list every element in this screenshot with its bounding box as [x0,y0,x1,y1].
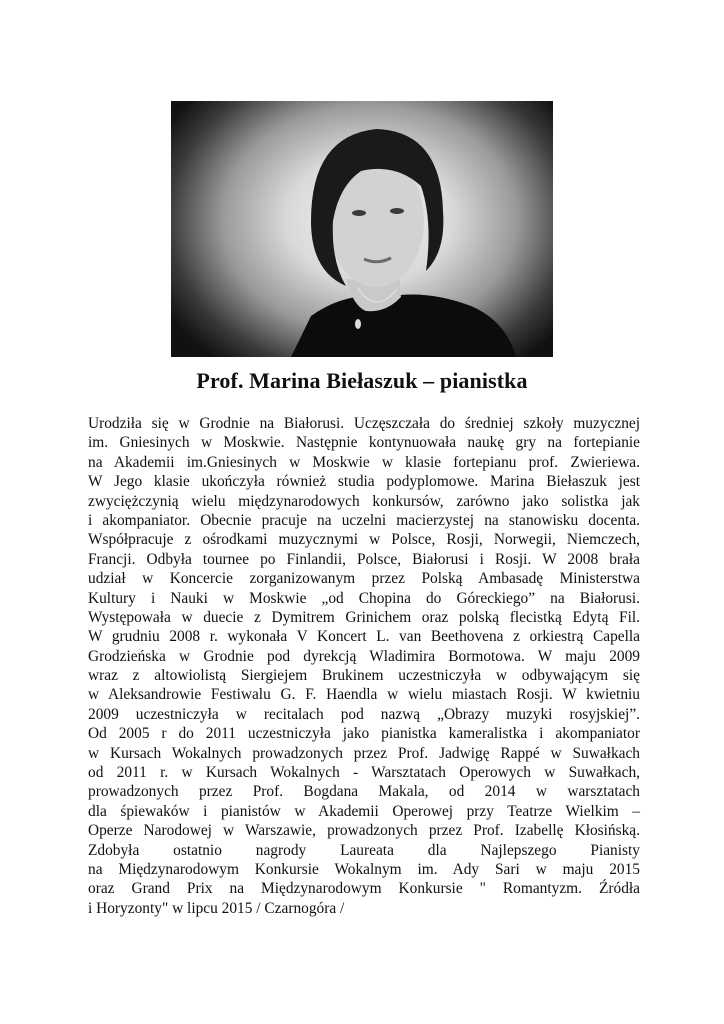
bio-line: od 2011 r. w Kursach Wokalnych - Warsztatach Operowych w Suwałkach, [88,764,640,782]
bio-line: Urodziła się w Grodnie na Białorusi. Uczęszczała do średniej szkoły muzycznej [88,415,640,432]
bio-line: 2009 uczestniczyła w recitalach pod nazwą „Obrazy muzyki rosyjskiej”. [88,705,640,723]
bio-line: Operze Narodowej w Warszawie, prowadzonych przez Prof. Izabellę Kłosińską. [88,822,640,840]
bio-line: W Jego klasie ukończyła również studia podyplomowe. Marina Biełaszuk jest [88,473,640,491]
page-title: Prof. Marina Biełaszuk – pianistka [196,368,528,393]
bio-line: i Horyzonty" w lipcu 2015 / Czarnogóra / [88,899,345,917]
bio-line: prowadzonych przez Prof. Bogdana Makala, od 2014 w warsztatach [88,783,640,801]
bio-line: wraz z altowiolistą Siergiejem Brukinem uczestniczyła w odbywającym się [88,667,640,685]
bio-line: Od 2005 r do 2011 uczestniczyła jako pianistka kameralistka i akompaniator [88,725,640,743]
bio-line: Występowała w duecie z Dymitrem Grinichem oraz polską flecistką Edytą Fil. [88,608,640,626]
bio-line: Zdobyła ostatnio nagrody Laureata dla Najlepszego Pianisty [88,841,640,859]
bio-line: W grudniu 2008 r. wykonała V Koncert L. van Beethovena z orkiestrą Capella [88,628,640,646]
portrait-photo [171,101,553,357]
left-eye [352,210,366,216]
bio-line: udział w Koncercie zorganizowanym przez Polską Ambasadę Ministerstwa [88,570,640,588]
bio-line: w Kursach Wokalnych prowadzonych przez Prof. Jadwigę Rappé w Suwałkach [88,744,640,762]
bio-line: Grodzieńska w Grodnie pod dyrekcją Wladimira Bormotowa. W maju 2009 [88,647,640,665]
bio-line: na Międzynarodowym Konkursie Wokalnym im. Ady Sari w maju 2015 [88,860,640,878]
bio-line: i akompaniator. Obecnie pracuje na uczelni macierzystej na stanowisku docenta. [88,511,640,529]
bio-line: Kultury i Nauki w Moskwie „od Chopina do Góreckiego” na Białorusi. [88,589,640,607]
bio-line: zwyciężczynią wielu międzynarodowych konkursów, zarówno jako solistka jak [88,492,640,510]
bio-line: w Aleksandrowie Festiwalu G. F. Haendla w wielu miastach Rosji. W kwietniu [88,686,640,704]
portrait-illustration [171,101,553,357]
necklace-pendant [355,319,361,329]
bio-line: oraz Grand Prix na Międzynarodowym Konkursie " Romantyzm. Źródła [88,880,640,898]
bio-line: im. Gniesinych w Moskwie. Następnie kontynuowała naukę gry na fortepianie [88,434,640,452]
right-eye [390,208,404,214]
clothing-shape [291,294,516,357]
bio-line: Francji. Odbyła tournee po Finlandii, Polsce, Białorusi i Rosji. W 2008 brała [88,550,640,568]
bio-line: dla śpiewaków i pianistów w Akademii Operowej przy Teatrze Wielkim – [88,802,640,820]
biography-text [88,414,640,918]
bio-line: na Akademii im.Gniesinych w Moskwie w klasie fortepianu prof. Zwieriewa. [88,453,640,471]
bio-line: Współpracuje z ośrodkami muzycznymi w Polsce, Rosji, Norwegii, Niemczech, [88,531,640,549]
